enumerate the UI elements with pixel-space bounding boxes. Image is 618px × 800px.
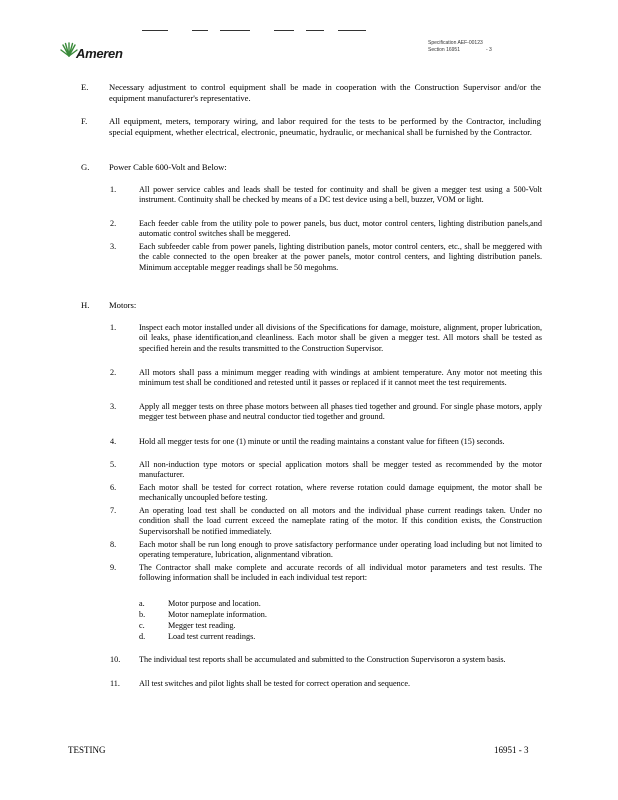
item-text: An operating load test shall be conducted on all motors and the individual phase current readings taken. Under no condition shall the load current exceed the nameplate rating of the motor. If this condition exists, the Construction Supervisorshall be notified immediately. (139, 506, 542, 536)
sub-item-letter: b. (139, 610, 146, 619)
sub-item-text: Megger test reading. (168, 621, 236, 630)
sub-item-letter: a. (139, 599, 145, 608)
item-number: 3. (110, 402, 117, 411)
item-number: 2. (110, 219, 117, 228)
header-rules (142, 30, 382, 32)
sub-item-text: Load test current readings. (168, 632, 256, 641)
item-text: The Contractor shall make complete and accurate records of all individual motor parameters and test results. The following information shall be included in each individual test report: (139, 563, 542, 583)
item-text: All test switches and pilot lights shall be tested for correct operation and sequence. (139, 679, 411, 688)
footer-section-title: TESTING (68, 745, 106, 755)
item-number: 11. (110, 679, 120, 688)
item-text: All non-induction type motors or special application motors shall be megger tested as recommended by the motor manufacturer. (139, 460, 542, 480)
item-text: Hold all megger tests for one (1) minute or until the reading maintains a constant value for fifteen (15) seconds. (139, 437, 505, 446)
item-number: 4. (110, 437, 117, 446)
sub-item-letter: d. (139, 632, 146, 641)
sub-item-letter: c. (139, 621, 145, 630)
section-text: All equipment, meters, temporary wiring, and labor required for the tests to be performed by the Contractor, including special equipment, whether electrical, electronic, pneumatic, hydraulic, or mechanical shall be furnished by the Contractor. (109, 116, 541, 137)
logo-text: Ameren (76, 46, 123, 61)
section-text: Necessary adjustment to control equipment shall be made in cooperation with the Construction Supervisor and/or the equipment manufacturer's representative. (109, 82, 541, 103)
item-number: 8. (110, 540, 117, 549)
item-text: All motors shall pass a minimum megger reading with windings at ambient temperature. Any motor not meeting this minimum test shall be conditioned and retested until it passes or replaced if it cannot meet the test requirements. (139, 368, 542, 388)
section-line: Section 16951 (428, 47, 460, 53)
item-text: Each feeder cable from the utility pole to power panels, bus duct, motor control centers, lighting distribution panels,and automatic control switches shall be meggered. (139, 219, 542, 239)
item-number: 9. (110, 563, 117, 572)
item-number: 5. (110, 460, 117, 469)
item-number: 1. (110, 323, 117, 332)
item-number: 6. (110, 483, 117, 492)
spec-header (428, 40, 538, 54)
item-text: Each motor shall be run long enough to prove satisfactory performance under operating load including but not limited to operating temperature, lubrication, alignmentand vibration. (139, 540, 542, 560)
item-number: 1. (110, 185, 117, 194)
section-title: Power Cable 600-Volt and Below: (109, 162, 227, 172)
section-title: Motors: (109, 300, 137, 310)
spec-line: Specification AEF-00123 (428, 40, 483, 46)
item-text: Apply all megger tests on three phase motors between all phases tied together and ground. For single phase motors, apply megger test between phase and neutral conductor tied together and ground. (139, 402, 542, 422)
section-letter: F. (81, 116, 88, 126)
page-mark: - 3 (486, 47, 492, 53)
ameren-logo (60, 40, 150, 62)
item-text: Inspect each motor installed under all divisions of the Specifications for damage, moisture, alignment, proper lubrication, oil leaks, phase identification,and cleanliness. Each motor shall be given a megger test. All motors shall be tested as specified herein and the results transmitted to the Construction Supervisor. (139, 323, 542, 353)
item-text: Each motor shall be tested for correct rotation, where reverse rotation could damage equipment, the motor shall be mechanically uncoupled before testing. (139, 483, 542, 503)
item-text: Each subfeeder cable from power panels, lighting distribution panels, motor control centers, etc., shall be meggered with the cable connected to the open breaker at the power panels, motor control centers, and lighting distribution panels. Minimum acceptable megger readings shall be 50 megohms. (139, 242, 542, 272)
item-text: All power service cables and leads shall be tested for continuity and shall be given a megger test using a 500-Volt instrument. Continuity shall be checked by means of a DC test device using a bell, buzzer, VOM or light. (139, 185, 542, 205)
sub-item-text: Motor nameplate information. (168, 610, 267, 619)
item-number: 3. (110, 242, 117, 251)
item-text: The individual test reports shall be accumulated and submitted to the Construction Supervisoron a system basis. (139, 655, 506, 664)
sub-item-text: Motor purpose and location. (168, 599, 261, 608)
item-number: 2. (110, 368, 117, 377)
footer-page-number: 16951 - 3 (494, 745, 529, 755)
item-number: 10. (110, 655, 121, 664)
section-letter: G. (81, 162, 90, 172)
section-letter: E. (81, 82, 89, 92)
section-letter: H. (81, 300, 90, 310)
item-number: 7. (110, 506, 117, 515)
